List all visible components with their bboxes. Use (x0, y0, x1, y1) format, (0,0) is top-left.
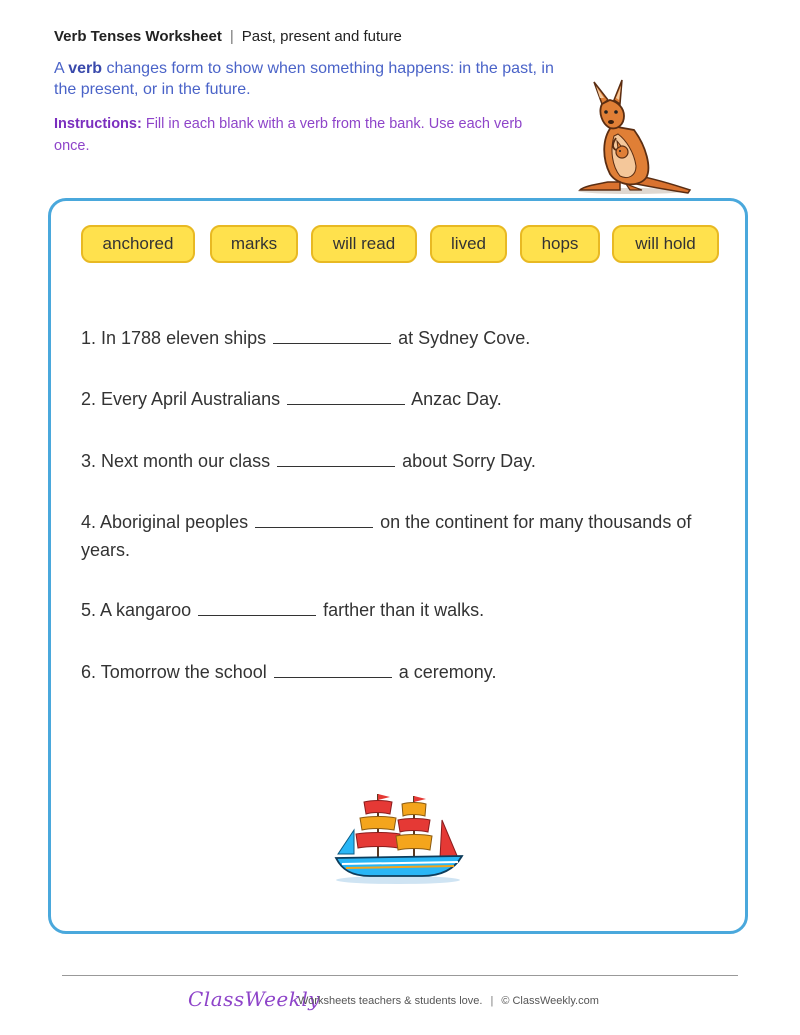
question-text: on the continent for many thousands of years. (81, 512, 692, 560)
question-2 (81, 385, 721, 413)
answer-blank[interactable] (277, 448, 395, 467)
answer-blank[interactable] (198, 597, 316, 616)
worksheet-title: Verb Tenses Worksheet (54, 28, 222, 45)
answer-blank[interactable] (255, 509, 373, 528)
question-6 (81, 658, 721, 686)
word-bank-chip: hops (520, 225, 600, 263)
question-text: 6. Tomorrow the school (81, 662, 272, 682)
question-text: 3. Next month our class (81, 451, 276, 471)
footer-copyright: © ClassWeekly.com (501, 995, 599, 1007)
answer-blank[interactable] (273, 325, 391, 344)
question-text: 2. Every April Australians (81, 389, 286, 409)
question-text: 1. In 1788 eleven ships (81, 328, 272, 348)
footer (0, 987, 800, 1015)
intro-prefix: A (54, 60, 69, 77)
worksheet-subtitle: Past, present and future (241, 28, 402, 45)
footer-divider (62, 975, 738, 976)
footer-tagline: Worksheets teachers & students love. (298, 995, 483, 1007)
question-text: 5. A kangaroo (81, 600, 197, 620)
instructions-label: Instructions: (54, 116, 142, 132)
intro-text (54, 58, 554, 100)
question-text: about Sorry Day. (397, 451, 536, 471)
word-bank-chip: lived (430, 225, 507, 263)
intro-rest: changes form to show when something happens: in the past, in the present, or in the future. (54, 60, 554, 98)
answer-blank[interactable] (274, 659, 392, 678)
word-bank-chip: anchored (81, 225, 195, 263)
footer-text (298, 995, 599, 1007)
classweekly-logo: ClassWeekly (188, 987, 321, 1011)
question-1 (81, 324, 721, 352)
question-text: 4. Aboriginal peoples (81, 512, 254, 532)
instructions (54, 113, 534, 157)
question-text: Anzac Day. (407, 389, 502, 409)
question-text: a ceremony. (393, 662, 497, 682)
kangaroo-icon (572, 78, 696, 196)
word-bank (0, 225, 800, 267)
sailing-ship-icon (330, 790, 470, 886)
question-3 (81, 447, 721, 475)
word-bank-chip: will hold (612, 225, 719, 263)
question-5 (81, 596, 721, 624)
question-4 (81, 508, 721, 564)
word-bank-chip: marks (210, 225, 298, 263)
question-text: at Sydney Cove. (393, 328, 531, 348)
footer-separator: | (490, 995, 494, 1007)
intro-keyword: verb (68, 60, 103, 77)
instructions-text: Fill in each blank with a verb from the bank. Use each verb once. (54, 116, 523, 154)
answer-blank[interactable] (287, 386, 405, 405)
worksheet-header (54, 28, 402, 45)
word-bank-chip: will read (311, 225, 417, 263)
header-separator: | (229, 28, 234, 45)
question-text: farther than it walks. (318, 600, 485, 620)
